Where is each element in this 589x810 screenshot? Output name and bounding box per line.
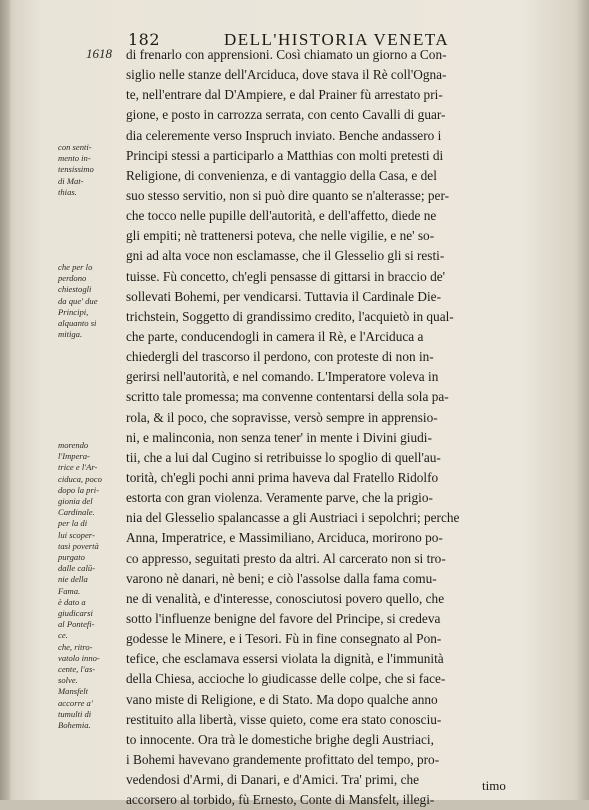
margin-note-2 bbox=[58, 262, 98, 340]
margin-note-line: alquanto si bbox=[58, 318, 97, 329]
margin-note-line: che per lo bbox=[58, 262, 93, 272]
margin-note-1 bbox=[58, 142, 94, 198]
text-line: tuisse. Fù concetto, ch'egli pensasse di gittarsi in braccio de' bbox=[126, 268, 446, 284]
text-line: della Chiesa, accioche lo giudicasse delle colpe, che si face- bbox=[126, 671, 446, 687]
text-line: to innocente. Ora trà le domestiche brighe degli Austriaci, bbox=[126, 731, 434, 747]
text-line: godesse le Minere, e i Tesori. Fù in fine consegnato al Pon- bbox=[126, 631, 442, 647]
margin-note-line: Cardinale. bbox=[58, 507, 95, 518]
margin-note-line: al Pontefi- bbox=[58, 619, 95, 630]
text-line: co appresso, seguitati presto da altri. Al carcerato non si tro- bbox=[126, 550, 446, 566]
margin-note-line: perdono bbox=[58, 273, 87, 284]
margin-note-line: ce. bbox=[58, 630, 68, 641]
margin-note-line: dalle calū- bbox=[58, 563, 95, 574]
text-line: di frenarlo con apprensioni. Così chiamato un giorno a Con- bbox=[126, 47, 447, 62]
page-number: 182 bbox=[128, 30, 161, 49]
text-line: nia del Glesselio spalancasse a gli Austriaci i sepolchri; perche bbox=[126, 510, 460, 526]
text-line: gione, e posto in carrozza serrata, con cento Cavalli di guar- bbox=[126, 107, 446, 123]
text-line: Anna, Imperatrice, e Massimiliano, Arciduca, morirono po- bbox=[126, 530, 443, 546]
text-line: trichstein, Soggetto di grandissimo credito, l'acquietò in qual- bbox=[126, 308, 454, 324]
margin-note-line: morendo bbox=[58, 440, 89, 450]
margin-note-line: è dato a bbox=[58, 596, 86, 607]
margin-note-line: lui scoper- bbox=[58, 529, 95, 540]
text-line: siglio nelle stanze dell'Arciduca, dove stava il Rè coll'Ogna- bbox=[126, 67, 447, 83]
margin-note-line: Principi, bbox=[58, 306, 89, 317]
text-line: chiedergli del trascorso il perdono, con proteste di non in- bbox=[126, 349, 434, 365]
text-line: che tocco nelle pupille dell'autorità, e dell'affetto, diede ne bbox=[126, 208, 437, 224]
text-line: accorsero al torbido, fù Ernesto, Conte di Mansfelt, illegi- bbox=[126, 792, 435, 808]
text-line: Religione, di convenienza, e di vantaggio della Casa, e del bbox=[126, 167, 437, 183]
margin-note-line: l'Impera- bbox=[58, 451, 90, 462]
margin-note-line: per la di bbox=[58, 518, 88, 529]
margin-note-line: trice e l'Ar- bbox=[58, 462, 98, 473]
margin-note-line: giudicarsi bbox=[58, 608, 93, 619]
margin-note-line: tasi povertà bbox=[58, 540, 99, 551]
text-line: estorta con gran violenza. Veramente parve, che la prigio- bbox=[126, 490, 433, 506]
margin-note-line: Bohemia. bbox=[58, 720, 91, 731]
text-line: tii, che a lui dal Cugino si retribuisse lo spoglio di quell'au- bbox=[126, 449, 441, 465]
margin-note-line: ciduca, poco bbox=[58, 473, 102, 484]
text-line: sollevati Bohemi, per vendicarsi. Tuttavia il Cardinale Die- bbox=[126, 288, 441, 304]
text-line: rola, & il poco, che sopravisse, versò sempre in apprensio- bbox=[126, 409, 438, 425]
margin-note-line: che, ritro- bbox=[58, 641, 93, 652]
margin-note-line: gionia del bbox=[58, 496, 93, 507]
margin-note-line: Mansfelt bbox=[58, 686, 89, 697]
body-text bbox=[126, 45, 562, 810]
running-title: DELL'HISTORIA VENETA bbox=[224, 30, 450, 49]
margin-note-line: chiestogli bbox=[58, 284, 92, 295]
text-line: che parte, conducendogli in camera il Rè, e l'Arciduca a bbox=[126, 328, 424, 344]
year-marker: 1618 bbox=[86, 46, 112, 61]
margin-note-line: mitiga. bbox=[58, 329, 83, 340]
text-line: ni, e malinconia, non senza tener' in mente i Divini giudi- bbox=[126, 429, 432, 445]
margin-note-line: purgato bbox=[58, 552, 85, 563]
margin-note-line: vatolo inno- bbox=[58, 652, 100, 663]
text-line: varono nè danari, nè beni; e ciò l'assolse dalla fama comu- bbox=[126, 570, 437, 586]
text-line: gerirsi nell'autorità, e nel comando. L'Imperatore voleva in bbox=[126, 369, 439, 385]
margin-note-line: mento in- bbox=[58, 153, 91, 164]
text-line: i Bohemi havevano grandemente profittato del tempo, pro- bbox=[126, 751, 440, 767]
text-line: sotto l'influenze benigne del favore del Principe, si credeva bbox=[126, 610, 441, 626]
margin-note-line: nie della bbox=[58, 574, 88, 585]
margin-note-line: di Mat- bbox=[58, 175, 84, 186]
margin-note-line: accorre a' bbox=[58, 697, 93, 708]
margin-note-line: tensissimo bbox=[58, 164, 94, 175]
margin-note-line: thias. bbox=[58, 186, 77, 197]
margin-note-line: tumulti di bbox=[58, 708, 92, 719]
text-line: dia celeremente verso Inspruch inviato. Benche andassero i bbox=[126, 127, 442, 143]
text-line: gli empiti; nè trattenersi poteva, che nelle vigilie, e ne' so- bbox=[126, 228, 435, 244]
text-line: vano miste di Religione, e di Stato. Ma dopo qualche anno bbox=[126, 691, 438, 707]
page-gutter-shadow bbox=[0, 0, 10, 800]
text-line: torità, ch'egli pochi anni prima haveva dal Fratello Ridolfo bbox=[126, 469, 439, 485]
margin-note-line: con senti- bbox=[58, 142, 92, 152]
text-line: restituito alla libertà, visse quieto, come era stato conosciu- bbox=[126, 711, 442, 727]
margin-note-line: dopo la pri- bbox=[58, 484, 100, 495]
margin-note-line: Fama. bbox=[58, 585, 81, 596]
text-line: suo stesso servitio, non si può dire quanto se n'alterasse; per- bbox=[126, 187, 450, 203]
text-line: tefice, che esclamava essersi violata la dignità, e l'immunità bbox=[126, 651, 444, 667]
text-line: gni ad alta voce non esclamasse, che il Glesselio gli si resti- bbox=[126, 248, 445, 264]
text-line: scritto tale promessa; ma convenne contentarsi della sola pa- bbox=[126, 389, 449, 405]
margin-note-3 bbox=[58, 440, 102, 731]
catchword: timo bbox=[482, 778, 506, 793]
text-line: te, nell'entrare dal D'Ampiere, e dal Prainer fù arrestato pri- bbox=[126, 87, 443, 103]
margin-note-line: solve. bbox=[58, 675, 78, 686]
text-line: vedendosi d'Armi, di Danari, e d'Amici. Tra' primi, che bbox=[126, 772, 420, 788]
margin-note-line: cente, l'as- bbox=[58, 664, 96, 675]
text-line: Principi stessi a participarlo a Matthias con molti pretesti di bbox=[126, 147, 444, 163]
text-line: ne di venalità, e d'interesse, conosciutosi povero quello, che bbox=[126, 590, 445, 606]
margin-note-line: da que' due bbox=[58, 295, 98, 306]
